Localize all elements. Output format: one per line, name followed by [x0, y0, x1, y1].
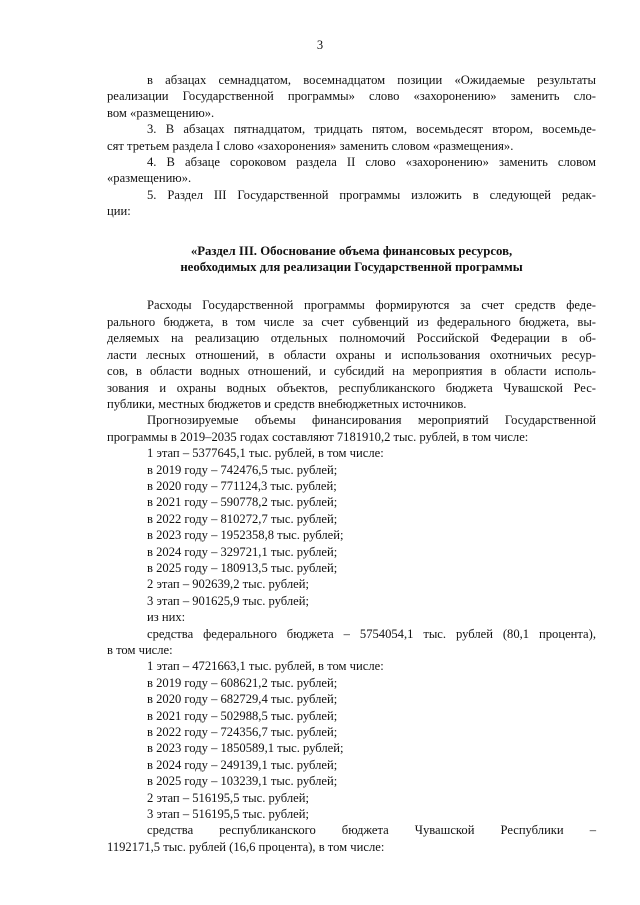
- text-line: ласти лесных отношений, в области охраны и использования охотничьих ресур-: [107, 347, 596, 362]
- section-heading-line-1: «Раздел III. Обоснование объема финансовых ресурсов,: [190, 243, 513, 258]
- breakdown-item: в 2021 году – 502988,5 тыс. рублей;: [147, 708, 338, 723]
- breakdown-item: 3 этап – 516195,5 тыс. рублей;: [147, 807, 309, 822]
- paragraph-forecast: [107, 412, 596, 445]
- paragraph-federal: [107, 626, 596, 659]
- breakdown-item: 3 этап – 901625,9 тыс. рублей;: [147, 593, 309, 608]
- breakdown-item: 2 этап – 902639,2 тыс. рублей;: [147, 577, 309, 592]
- text-line: 1192171,5 тыс. рублей (16,6 процента), в том числе:: [107, 839, 385, 854]
- breakdown-item: в 2020 году – 682729,4 тыс. рублей;: [147, 692, 338, 707]
- breakdown-item: 2 этап – 516195,5 тыс. рублей;: [147, 790, 309, 805]
- breakdown-item: из них:: [147, 610, 186, 625]
- text-line: вом «размещению».: [107, 105, 215, 120]
- text-line: Прогнозируемые объемы финансирования мероприятий Государственной: [147, 413, 596, 428]
- breakdown-item: в 2021 году – 590778,2 тыс. рублей;: [147, 495, 338, 510]
- text-line: ции:: [107, 204, 131, 219]
- federal-breakdown-list: [107, 658, 596, 822]
- breakdown-item: в 2022 году – 810272,7 тыс. рублей;: [147, 511, 338, 526]
- text-line: рального бюджета, в том числе за счет субвенций из федерального бюджета, вы-: [107, 314, 596, 329]
- breakdown-item: в 2019 году – 742476,5 тыс. рублей;: [147, 462, 338, 477]
- text-line: 5. Раздел III Государственной программы изложить в следующей редак-: [147, 187, 596, 202]
- text-line: 3. В абзацах пятнадцатом, тридцать пятом, восемьдесят втором, восемьде-: [147, 122, 596, 137]
- para-item-5: [107, 187, 596, 220]
- paragraph-expenses: [107, 297, 596, 412]
- breakdown-item: 1 этап – 5377645,1 тыс. рублей, в том числе:: [147, 446, 384, 461]
- page-number: 3: [316, 38, 324, 52]
- breakdown-item: в 2023 году – 1850589,1 тыс. рублей;: [147, 741, 344, 756]
- para-abzatsy-17-18: [107, 72, 596, 121]
- text-line: деляемых на реализацию отдельных полномочий Российской Федерации в об-: [107, 331, 596, 346]
- breakdown-item: в 2022 году – 724356,7 тыс. рублей;: [147, 725, 338, 740]
- paragraph-republic: [107, 822, 596, 855]
- section-heading: [107, 243, 596, 276]
- text-line: средства федерального бюджета – 5754054,1 тыс. рублей (80,1 процента),: [147, 626, 596, 641]
- text-line: зования и охраны водных объектов, республиканского бюджета Чувашской Рес-: [107, 380, 596, 395]
- document-body: [107, 72, 596, 855]
- breakdown-item: в 2019 году – 608621,2 тыс. рублей;: [147, 675, 338, 690]
- text-line: средства республиканского бюджета Чувашской Республики –: [147, 823, 596, 838]
- breakdown-item: в 2025 году – 103239,1 тыс. рублей;: [147, 774, 338, 789]
- total-breakdown-list: [107, 445, 596, 625]
- para-item-3: [107, 121, 596, 154]
- text-line: программы в 2019–2035 годах составляют 7181910,2 тыс. рублей, в том числе:: [107, 429, 529, 444]
- text-line: сят третьем раздела I слово «захоронения» заменить словом «размещения».: [107, 138, 514, 153]
- text-line: сов, в области водных отношений, и субсидий на мероприятия в области исполь-: [107, 364, 596, 379]
- breakdown-item: в 2023 году – 1952358,8 тыс. рублей;: [147, 528, 344, 543]
- para-item-4: [107, 154, 596, 187]
- breakdown-item: в 2025 году – 180913,5 тыс. рублей;: [147, 560, 338, 575]
- text-line: реализации Государственной программы» слово «захоронению» заменить сло-: [107, 89, 596, 104]
- breakdown-item: в 2020 году – 771124,3 тыс. рублей;: [147, 478, 337, 493]
- text-line: публики, местных бюджетов и средств внебюджетных источников.: [107, 396, 467, 411]
- text-line: 4. В абзаце сороковом раздела II слово «захоронению» заменить словом: [147, 155, 596, 170]
- section-heading-line-2: необходимых для реализации Государственной программы: [180, 260, 523, 275]
- breakdown-item: 1 этап – 4721663,1 тыс. рублей, в том числе:: [147, 659, 384, 674]
- breakdown-item: в 2024 году – 329721,1 тыс. рублей;: [147, 544, 338, 559]
- text-line: в абзацах семнадцатом, восемнадцатом позиции «Ожидаемые результаты: [147, 73, 596, 87]
- text-line: «размещению».: [107, 171, 192, 186]
- text-line: в том числе:: [107, 643, 173, 657]
- text-line: Расходы Государственной программы формируются за счет средств феде-: [147, 298, 596, 313]
- breakdown-item: в 2024 году – 249139,1 тыс. рублей;: [147, 757, 338, 772]
- intro-paragraphs: [107, 72, 596, 220]
